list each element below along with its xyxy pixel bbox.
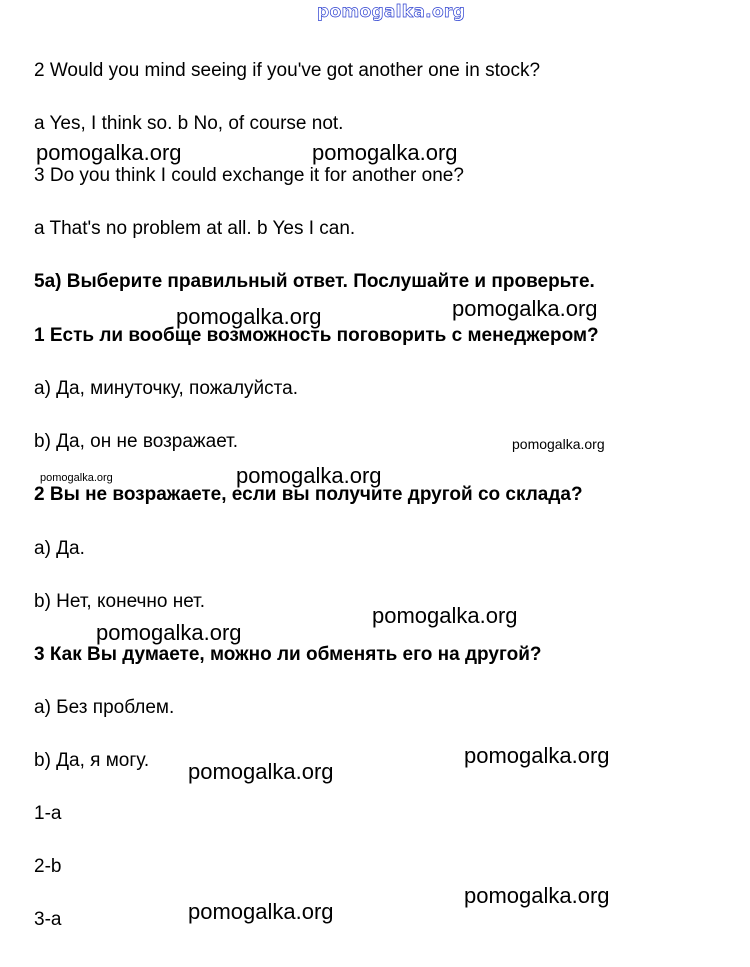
question-1: 1 Есть ли вообще возможность поговорить с менеджером? bbox=[34, 325, 599, 346]
question-3-option-a: a) Без проблем. bbox=[34, 697, 175, 718]
watermark: pomogalka.org bbox=[36, 140, 182, 165]
watermark: pomogalka.org bbox=[236, 463, 382, 488]
question-2-option-b: b) Нет, конечно нет. bbox=[34, 591, 206, 612]
english-question-2: 2 Would you mind seeing if you've got another one in stock? bbox=[34, 60, 541, 81]
english-answers-2: a Yes, I think so. b No, of course not. bbox=[34, 113, 344, 134]
english-answers-3: a That's no problem at all. b Yes I can. bbox=[34, 218, 356, 239]
watermark: pomogalka.org bbox=[96, 620, 242, 645]
watermark: pomogalka.org bbox=[176, 304, 322, 329]
question-1-option-a: a) Да, минуточку, пожалуйста. bbox=[34, 378, 299, 399]
watermark: pomogalka.org bbox=[512, 436, 605, 452]
watermark: pomogalka.org bbox=[464, 743, 610, 768]
question-2-option-a: a) Да. bbox=[34, 538, 85, 559]
answer-key-1: 1-a bbox=[34, 803, 62, 824]
watermark: pomogalka.org bbox=[452, 296, 598, 321]
task-heading: 5a) Выберите правильный ответ. Послушайте и проверьте. bbox=[34, 271, 595, 292]
answer-key-3: 3-a bbox=[34, 909, 62, 930]
question-3: 3 Как Вы думаете, можно ли обменять его на другой? bbox=[34, 644, 542, 665]
question-1-option-b: b) Да, он не возражает. bbox=[34, 431, 239, 452]
watermark: pomogalka.org bbox=[188, 759, 334, 784]
watermark: pomogalka.org bbox=[464, 883, 610, 908]
question-2: 2 Вы не возражаете, если вы получите другой со склада? bbox=[34, 484, 583, 505]
english-question-3: 3 Do you think I could exchange it for another one? bbox=[34, 165, 464, 186]
site-logo: pomogalka.org bbox=[317, 2, 466, 22]
question-3-option-b: b) Да, я могу. bbox=[34, 750, 150, 771]
answer-key-2: 2-b bbox=[34, 856, 62, 877]
watermark: pomogalka.org bbox=[312, 140, 458, 165]
watermark: pomogalka.org bbox=[40, 472, 113, 484]
watermark: pomogalka.org bbox=[188, 899, 334, 924]
watermark: pomogalka.org bbox=[372, 603, 518, 628]
